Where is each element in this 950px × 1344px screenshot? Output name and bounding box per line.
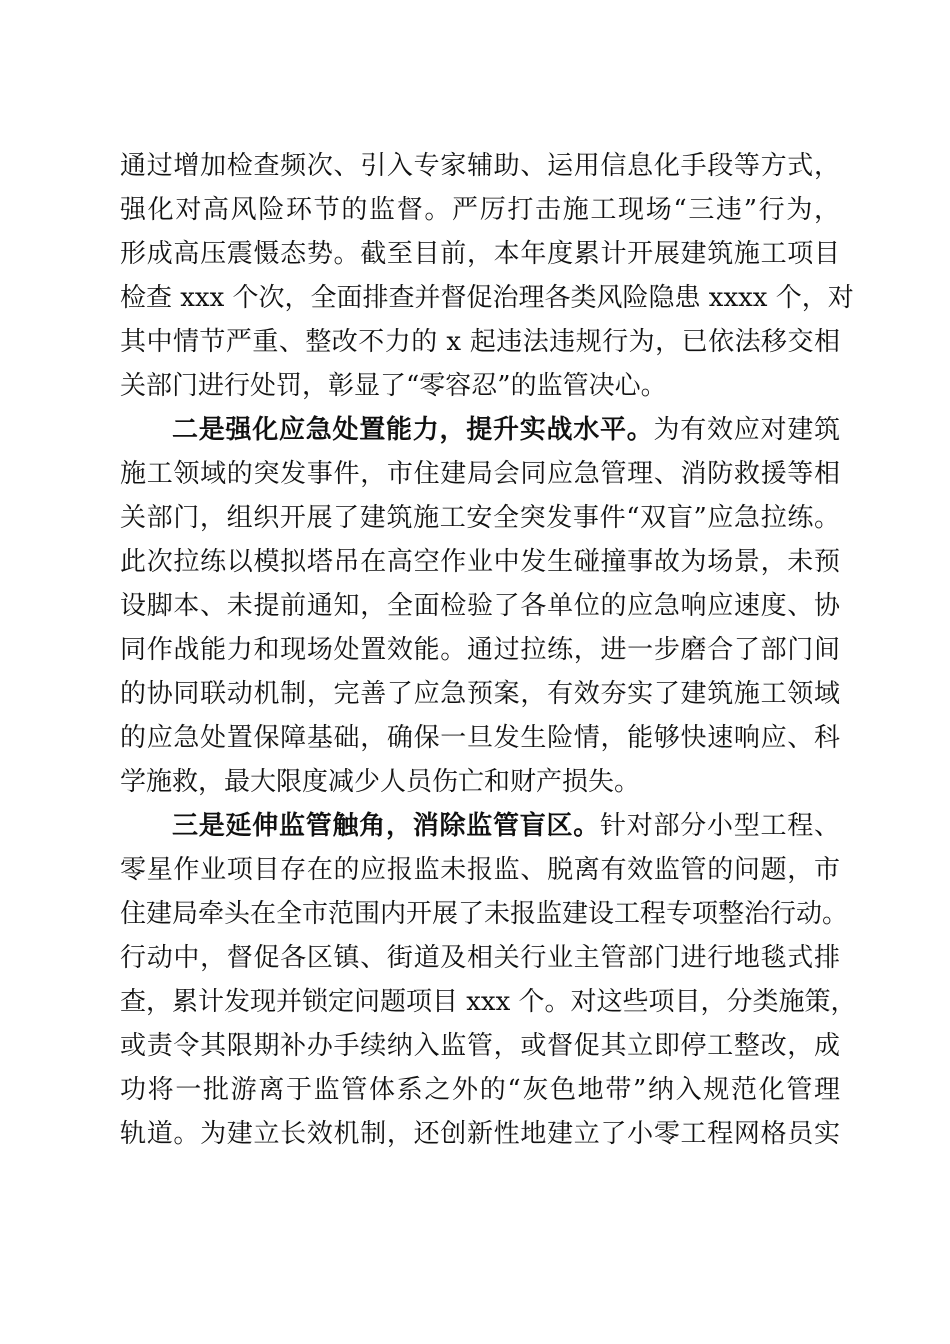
text-line: 查，累计发现并锁定问题项目 xxx 个。对这些项目，分类施策， xyxy=(120,987,857,1017)
paragraph-heading: 三是延伸监管触角，消除监管盲区。 xyxy=(172,811,600,841)
text-line: 住建局牵头在全市范围内开展了未报监建设工程专项整治行动。 xyxy=(120,899,849,929)
paragraph-text: 针对部分小型工程、 xyxy=(599,811,840,841)
text-line: 功将一批游离于监管体系之外的“灰色地带”纳入规范化管理 xyxy=(120,1075,840,1105)
paragraph-first-line xyxy=(172,410,840,450)
text-line: 关部门进行处罚，彰显了“零容忍”的监管决心。 xyxy=(120,371,667,401)
text-line: 强化对高风险环节的监督。严厉打击施工现场“三违”行为， xyxy=(120,195,840,225)
text-line: 检查 xxx 个次，全面排查并督促治理各类风险隐患 xxxx 个，对 xyxy=(120,283,854,313)
paragraph-heading: 二是强化应急处置能力，提升实战水平。 xyxy=(172,415,654,445)
text-line: 施工领域的突发事件，市住建局会同应急管理、消防救援等相 xyxy=(120,459,840,489)
text-line: 设脚本、未提前通知，全面检验了各单位的应急响应速度、协 xyxy=(120,591,840,621)
text-line: 的协同联动机制，完善了应急预案，有效夯实了建筑施工领域 xyxy=(120,679,840,709)
text-line: 零星作业项目存在的应报监未报监、脱离有效监管的问题，市 xyxy=(120,855,840,885)
text-line: 的应急处置保障基础，确保一旦发生险情，能够快速响应、科 xyxy=(120,723,840,753)
text-line: 其中情节严重、整改不力的 x 起违法违规行为，已依法移交相 xyxy=(120,327,840,357)
text-line: 轨道。为建立长效机制，还创新性地建立了小零工程网格员实 xyxy=(120,1119,840,1149)
text-line: 形成高压震慑态势。截至目前，本年度累计开展建筑施工项目 xyxy=(120,239,840,269)
text-line: 学施救，最大限度减少人员伤亡和财产损失。 xyxy=(120,767,641,797)
paragraph-first-line xyxy=(172,806,840,846)
text-line: 通过增加检查频次、引入专家辅助、运用信息化手段等方式， xyxy=(120,151,840,181)
text-line: 此次拉练以模拟塔吊在高空作业中发生碰撞事故为场景，未预 xyxy=(120,547,840,577)
text-line: 或责令其限期补办手续纳入监管，或督促其立即停工整改，成 xyxy=(120,1031,840,1061)
paragraph-text: 为有效应对建筑 xyxy=(653,415,840,445)
text-line: 同作战能力和现场处置效能。通过拉练，进一步磨合了部门间 xyxy=(120,635,840,665)
text-line: 行动中，督促各区镇、街道及相关行业主管部门进行地毯式排 xyxy=(120,943,840,973)
text-line: 关部门，组织开展了建筑施工安全突发事件“双盲”应急拉练。 xyxy=(120,503,840,533)
